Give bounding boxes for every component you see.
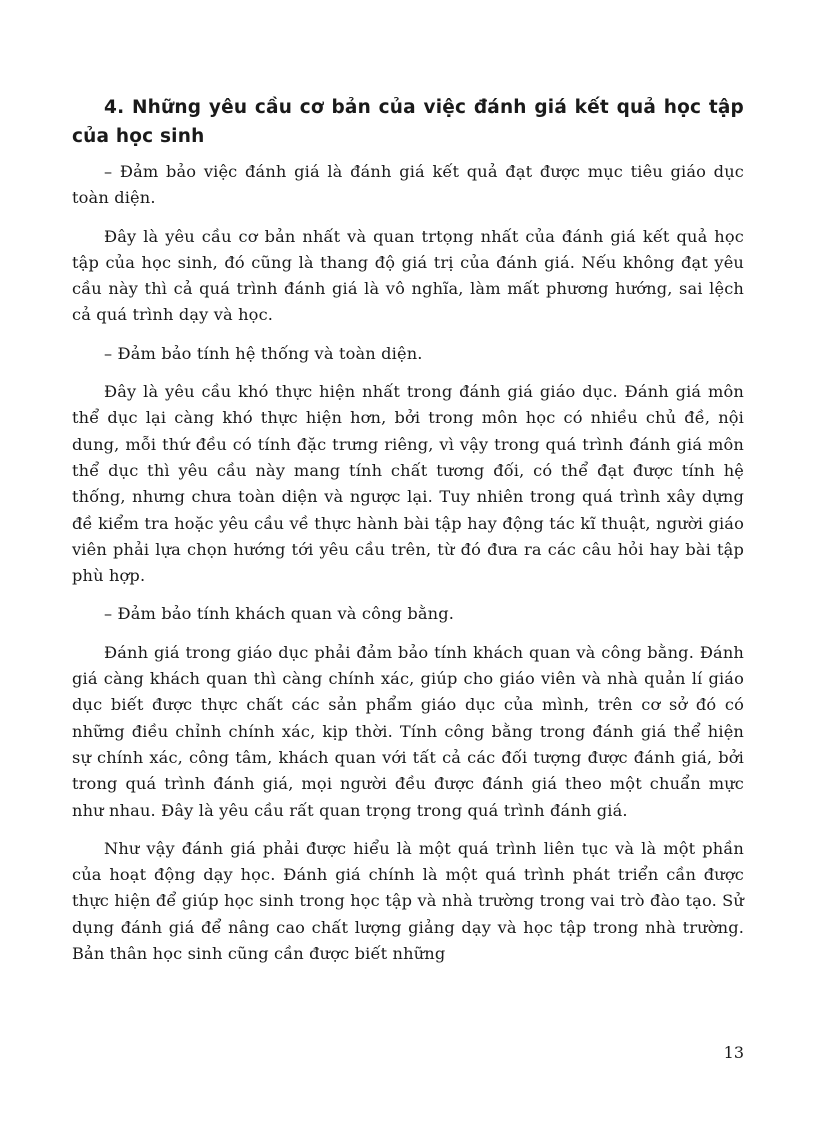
paragraph-explanation-2: Đây là yêu cầu khó thực hiện nhất trong đánh giá giáo dục. Đánh giá môn thể dục lại càng khó thực hiện hơn, bởi trong môn học có nhiều chủ đề, nội dung, mỗi thứ đều có tính đặc trưng riêng, vì vậy trong quá trình đánh giá môn thể dục thì yêu cầu này mang tính chất tương đối, có thể đạt được tính hệ thống, nhưng chưa toàn diện và ngược lại. Tuy nhiên trong quá trình xây dựng đề kiểm tra hoặc yêu cầu về thực hành bài tập hay động tác kĩ thuật, người giáo viên phải lựa chọn hướng tới yêu cầu trên, từ đó đưa ra các câu hỏi hay bài tập phù hợp. <box>72 382 744 586</box>
paragraph-requirement-1: – Đảm bảo việc đánh giá là đánh giá kết quả đạt được mục tiêu giáo dục toàn diện. <box>72 162 744 208</box>
page-number: 13 <box>723 1043 744 1062</box>
page-body <box>72 93 744 979</box>
paragraph-conclusion: Như vậy đánh giá phải được hiểu là một quá trình liên tục và là một phần của hoạt động dạy học. Đánh giá chính là một quá trình phát triển cần được thực hiện để giúp học sinh trong học tập và nhà trường trong vai trò đào tạo. Sử dụng đánh giá để nâng cao chất lượng giảng dạy và học tập trong nhà trường. Bản thân học sinh cũng cần được biết những <box>72 838 744 964</box>
paragraph-explanation-1: Đây là yêu cầu cơ bản nhất và quan trtọng nhất của đánh giá kết quả học tập của học sinh, đó cũng là thang độ giá trị của đánh giá. Nếu không đạt yêu cầu này thì cả quá trình đánh giá là vô nghĩa, làm mất phương hướng, sai lệch cả quá trình dạy và học. <box>72 226 744 325</box>
paragraph-explanation-3: Đánh giá trong giáo dục phải đảm bảo tính khách quan và công bằng. Đánh giá càng khách quan thì càng chính xác, giúp cho giáo viên và nhà quản lí giáo dục biết được thực chất các sản phẩm giáo dục của mình, trên cơ sở đó có những điều chỉnh chính xác, kịp thời. Tính công bằng trong đánh giá thể hiện sự chính xác, công tâm, khách quan với tất cả các đối tượng được đánh giá, bởi trong quá trình đánh giá, mọi người đều được đánh giá theo một chuẩn mực như nhau. Đây là yêu cầu rất quan trọng trong quá trình đánh giá. <box>72 642 744 820</box>
paragraph-requirement-3: – Đảm bảo tính khách quan và công bằng. <box>104 604 455 624</box>
section-heading: 4. Những yêu cầu cơ bản của việc đánh giá kết quả học tập của học sinh <box>72 97 744 147</box>
paragraph-requirement-2: – Đảm bảo tính hệ thống và toàn diện. <box>104 343 423 363</box>
